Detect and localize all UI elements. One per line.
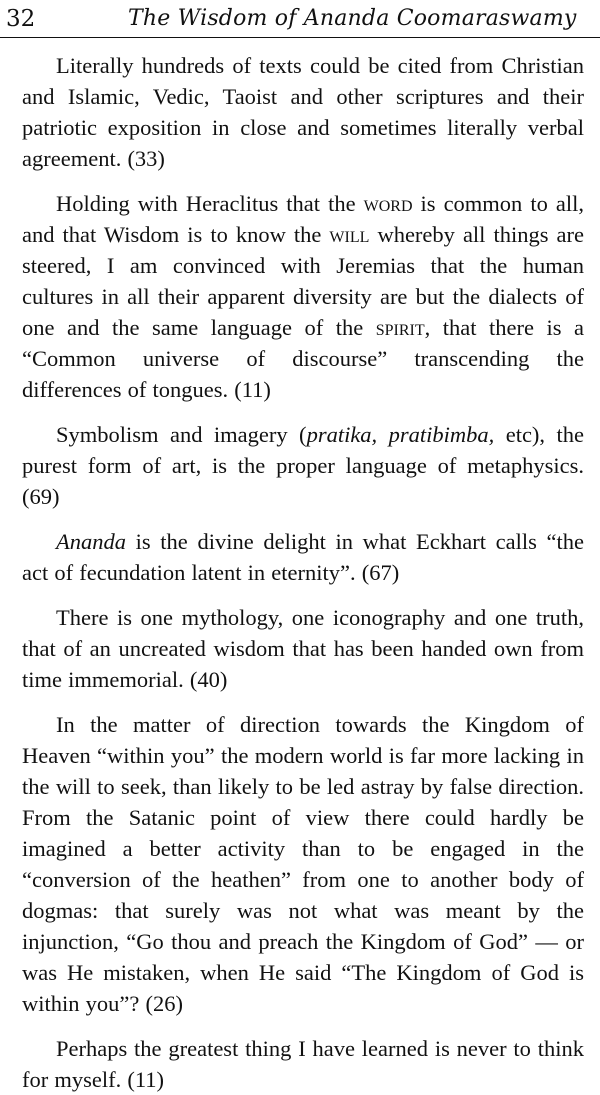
paragraph-2-text-c: whereby all things are steered, I am convinced with Jeremias that the human cultures in all their apparent diversity are but the dialects of one and the same language of the — [22, 222, 584, 340]
paragraph-5: There is one mythology, one iconography and one truth, that of an uncreated wisdom that has been handed own from time immemorial. (40) — [22, 605, 584, 692]
paragraph-3 — [22, 419, 584, 512]
paragraph-2 — [22, 188, 584, 405]
small-caps-word: word — [363, 191, 413, 216]
paragraph-2-text-d: , that there is a “Common universe of discourse” transcending the differences of tongues. (11) — [22, 315, 584, 402]
page-number: 32 — [6, 6, 36, 32]
italic-pratika: pratika, pratibimba, — [306, 422, 495, 447]
paragraph-4 — [22, 526, 584, 588]
body-text — [22, 38, 584, 1095]
paragraph-4-text-b: is the divine delight in what Eckhart calls “the act of fecundation latent in eternity”. (67) — [22, 529, 584, 585]
paragraph-7: Perhaps the greatest thing I have learned is never to think for myself. (11) — [22, 1036, 584, 1092]
paragraph-3-text-b: etc), the purest form of art, is the proper language of metaphysics. (69) — [22, 422, 584, 509]
small-caps-spirit: spirit — [375, 315, 425, 340]
paragraph-2-text-a: Holding with Heraclitus that the — [56, 191, 364, 216]
paragraph-2-text-b: is common to all, and that Wisdom is to know the — [22, 191, 584, 247]
paragraph-6: In the matter of direction towards the Kingdom of Heaven “within you” the modern world is far more lacking in the will to seek, than likely to be led astray by false direction. From the Satanic point of view there could hardly be imagined a better activity than to be engaged in the “conversion of the heathen” from one to another body of dogmas: that surely was not what was meant by the injunction, “Go thou and preach the Kingdom of God” — or was He mistaken, when He said “The Kingdom of God is within you”? (26) — [22, 712, 584, 1016]
italic-ananda: Ananda — [56, 529, 126, 554]
running-title: The Wisdom of Ananda Coomaraswamy — [128, 6, 577, 31]
small-caps-will: will — [329, 222, 370, 247]
paragraph-1: Literally hundreds of texts could be cited from Christian and Islamic, Vedic, Taoist and other scriptures and their patriotic exposition in close and sometimes literally verbal agreement. (33) — [22, 53, 584, 171]
page-header — [0, 0, 600, 38]
paragraph-3-text-a: Symbolism and imagery ( — [56, 422, 307, 447]
